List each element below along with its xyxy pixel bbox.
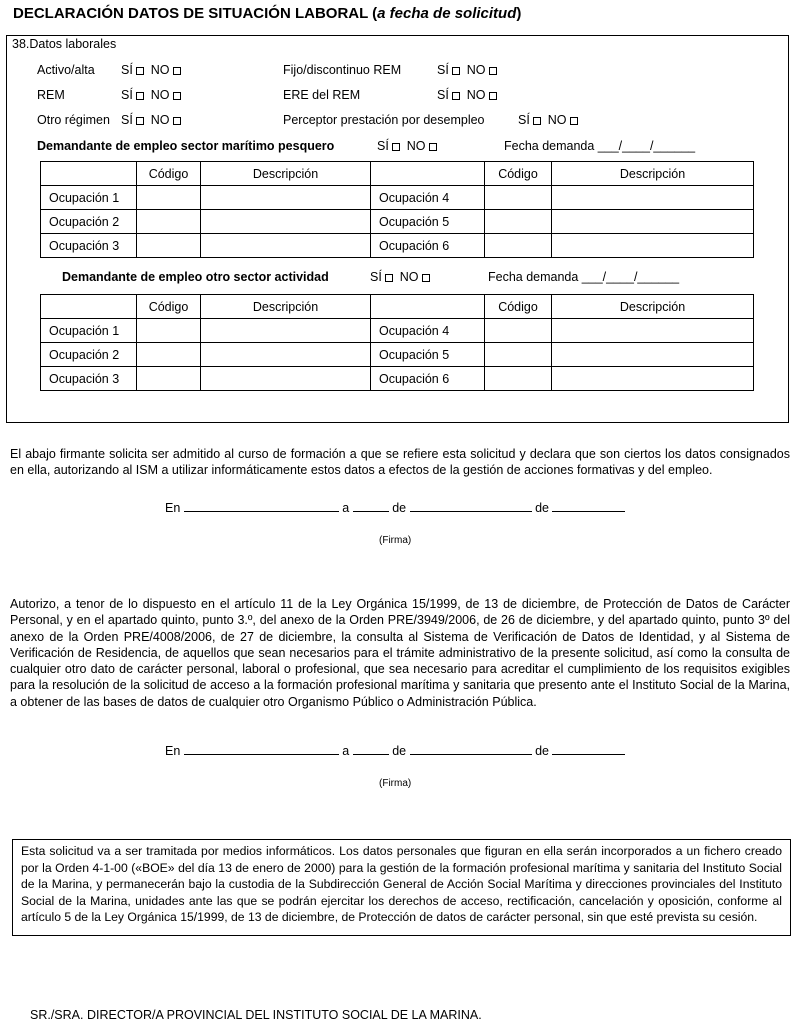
pesquero-occupations-table bbox=[40, 161, 754, 258]
otro-regimen-label: Otro régimen bbox=[37, 113, 110, 127]
otro-sector-si-checkbox[interactable] bbox=[385, 274, 393, 282]
ocupacion-label: Ocupación 5 bbox=[371, 343, 485, 367]
ocupacion-label: Ocupación 2 bbox=[41, 343, 137, 367]
descripcion-header: Descripción bbox=[552, 295, 754, 319]
day-field[interactable] bbox=[353, 501, 389, 512]
table-header-row bbox=[41, 162, 754, 186]
signature-line-2: En a de de bbox=[165, 744, 625, 758]
descripcion-header: Descripción bbox=[552, 162, 754, 186]
codigo-cell[interactable] bbox=[137, 186, 201, 210]
codigo-cell[interactable] bbox=[485, 210, 552, 234]
codigo-header: Código bbox=[137, 295, 201, 319]
rem-yes-no: SÍ NO bbox=[121, 88, 181, 102]
otro-sector-fecha-demanda[interactable]: Fecha demanda ___/____/______ bbox=[488, 270, 680, 284]
codigo-cell[interactable] bbox=[137, 367, 201, 391]
descripcion-cell[interactable] bbox=[552, 234, 754, 258]
pesquero-label: Demandante de empleo sector marítimo pesquero bbox=[37, 139, 335, 153]
rem-no-checkbox[interactable] bbox=[173, 92, 181, 100]
descripcion-header: Descripción bbox=[201, 162, 371, 186]
pesquero-si-checkbox[interactable] bbox=[392, 143, 400, 151]
form-title: DECLARACIÓN DATOS DE SITUACIÓN LABORAL (a fecha de solicitud) bbox=[13, 5, 522, 22]
descripcion-header: Descripción bbox=[201, 295, 371, 319]
fijo-si-checkbox[interactable] bbox=[452, 67, 460, 75]
year-field[interactable] bbox=[552, 501, 625, 512]
place-field[interactable] bbox=[184, 501, 339, 512]
otro-yes-no: SÍ NO bbox=[121, 113, 181, 127]
perceptor-no-checkbox[interactable] bbox=[570, 117, 578, 125]
firma-label: (Firma) bbox=[379, 535, 412, 546]
perceptor-label: Perceptor prestación por desempleo bbox=[283, 113, 485, 127]
activo-label: Activo/alta bbox=[37, 63, 95, 77]
descripcion-cell[interactable] bbox=[552, 319, 754, 343]
codigo-header: Código bbox=[137, 162, 201, 186]
ere-no-checkbox[interactable] bbox=[489, 92, 497, 100]
data-protection-notice: Esta solicitud va a ser tramitada por medios informáticos. Los datos personales que figuran en ella serán incorporados a un fichero creado por la Orden 4-1-00 («BOE» del día 13 de enero de 2000) para la gestión de la formación profesional marítima y sanitaria del Instituto Social de la Marina, y permanecerán bajo la custodia de la Subdirección General de Acción Social Marítima y direcciones provinciales del Instituto Social de la Marina, unidades ante las que se podrán ejercitar los derechos de acceso, rectificación, cancelación y oposición, conforme al artículo 5 de la Ley Orgánica 15/1999, de 13 de diciembre, de Protección de datos de carácter personal, sin que esté prevista su cesión. bbox=[12, 839, 791, 936]
activo-si-checkbox[interactable] bbox=[136, 67, 144, 75]
ocupacion-label: Ocupación 1 bbox=[41, 319, 137, 343]
codigo-cell[interactable] bbox=[137, 234, 201, 258]
descripcion-cell[interactable] bbox=[201, 367, 371, 391]
rem-si-checkbox[interactable] bbox=[136, 92, 144, 100]
ocupacion-label: Ocupación 5 bbox=[371, 210, 485, 234]
codigo-cell[interactable] bbox=[485, 186, 552, 210]
table-header-row bbox=[41, 295, 754, 319]
descripcion-cell[interactable] bbox=[552, 186, 754, 210]
declaration-paragraph: El abajo firmante solicita ser admitido al curso de formación a que se refiere esta solicitud y declara que son ciertos los datos consignados en ella, autorizando al ISM a utilizar informáticamente estos datos a efectos de la gestión de acciones formativas y del empleo. bbox=[10, 447, 790, 478]
codigo-cell[interactable] bbox=[137, 319, 201, 343]
day-field[interactable] bbox=[353, 744, 389, 755]
rem-label: REM bbox=[37, 88, 65, 102]
codigo-cell[interactable] bbox=[485, 319, 552, 343]
pesquero-no-checkbox[interactable] bbox=[429, 143, 437, 151]
table-row bbox=[41, 367, 754, 391]
table-row bbox=[41, 210, 754, 234]
perceptor-si-checkbox[interactable] bbox=[533, 117, 541, 125]
descripcion-cell[interactable] bbox=[201, 343, 371, 367]
month-field[interactable] bbox=[410, 501, 532, 512]
perceptor-yes-no: SÍ NO bbox=[518, 113, 578, 127]
year-field[interactable] bbox=[552, 744, 625, 755]
otro-sector-occupations-table bbox=[40, 294, 754, 391]
ocupacion-label: Ocupación 2 bbox=[41, 210, 137, 234]
otro-sector-no-checkbox[interactable] bbox=[422, 274, 430, 282]
descripcion-cell[interactable] bbox=[201, 234, 371, 258]
descripcion-cell[interactable] bbox=[552, 367, 754, 391]
place-field[interactable] bbox=[184, 744, 339, 755]
codigo-cell[interactable] bbox=[485, 343, 552, 367]
pesquero-fecha-demanda[interactable]: Fecha demanda ___/____/______ bbox=[504, 139, 696, 153]
signature-line-1: En a de de bbox=[165, 501, 625, 515]
codigo-cell[interactable] bbox=[137, 343, 201, 367]
table-row bbox=[41, 343, 754, 367]
ocupacion-label: Ocupación 4 bbox=[371, 319, 485, 343]
codigo-header: Código bbox=[485, 295, 552, 319]
ocupacion-label: Ocupación 3 bbox=[41, 234, 137, 258]
ocupacion-label: Ocupación 6 bbox=[371, 234, 485, 258]
ocupacion-label: Ocupación 1 bbox=[41, 186, 137, 210]
pesquero-yes-no: SÍ NO bbox=[377, 139, 437, 153]
descripcion-cell[interactable] bbox=[201, 319, 371, 343]
ocupacion-label: Ocupación 3 bbox=[41, 367, 137, 391]
table-row bbox=[41, 319, 754, 343]
activo-no-checkbox[interactable] bbox=[173, 67, 181, 75]
otro-sector-yes-no: SÍ NO bbox=[370, 270, 430, 284]
ere-label: ERE del REM bbox=[283, 88, 361, 102]
fijo-yes-no: SÍ NO bbox=[437, 63, 497, 77]
month-field[interactable] bbox=[410, 744, 532, 755]
table-row bbox=[41, 234, 754, 258]
addressee-footer: SR./SRA. DIRECTOR/A PROVINCIAL DEL INSTITUTO SOCIAL DE LA MARINA. bbox=[30, 1008, 482, 1022]
otro-si-checkbox[interactable] bbox=[136, 117, 144, 125]
fijo-label: Fijo/discontinuo REM bbox=[283, 63, 402, 77]
descripcion-cell[interactable] bbox=[201, 186, 371, 210]
ere-si-checkbox[interactable] bbox=[452, 92, 460, 100]
codigo-header: Código bbox=[485, 162, 552, 186]
activo-yes-no: SÍ NO bbox=[121, 63, 181, 77]
codigo-cell[interactable] bbox=[485, 367, 552, 391]
authorization-paragraph: Autorizo, a tenor de lo dispuesto en el artículo 11 de la Ley Orgánica 15/1999, de 13 de diciembre, de Protección de Datos de Carácter Personal, y en el apartado quinto, punto 3.º, del anexo de la Orden PRE/3949/2006, de 26 de diciembre, y del apartado quinto, punto 3º del anexo de la Orden PRE/4008/2006, de 27 de diciembre, la consulta al Sistema de Verificación de Datos de Identidad, y al Sistema de Verificación de Residencia, de aquellos que sean necesarios para el trámite administrativo de la presente solicitud, así como la consulta de cualquier otro dato de carácter personal, laboral o profesional, que sea necesario para acreditar el cumplimiento de los requisitos exigibles para la resolución de la solicitud de acceso a la formación profesional marítima y sanitaria que presento ante el Instituto Social de la Marina, a obtener de las bases de datos de cualquier otro Organismo Público o Administración Pública. bbox=[10, 597, 790, 709]
fijo-no-checkbox[interactable] bbox=[489, 67, 497, 75]
descripcion-cell[interactable] bbox=[552, 343, 754, 367]
section-label: 38.Datos laborales bbox=[12, 37, 117, 51]
ocupacion-label: Ocupación 4 bbox=[371, 186, 485, 210]
codigo-cell[interactable] bbox=[137, 210, 201, 234]
otro-no-checkbox[interactable] bbox=[173, 117, 181, 125]
ocupacion-label: Ocupación 6 bbox=[371, 367, 485, 391]
otro-sector-label: Demandante de empleo otro sector actividad bbox=[62, 270, 329, 284]
descripcion-cell[interactable] bbox=[201, 210, 371, 234]
ere-yes-no: SÍ NO bbox=[437, 88, 497, 102]
codigo-cell[interactable] bbox=[485, 234, 552, 258]
firma-label: (Firma) bbox=[379, 778, 412, 789]
table-row bbox=[41, 186, 754, 210]
descripcion-cell[interactable] bbox=[552, 210, 754, 234]
